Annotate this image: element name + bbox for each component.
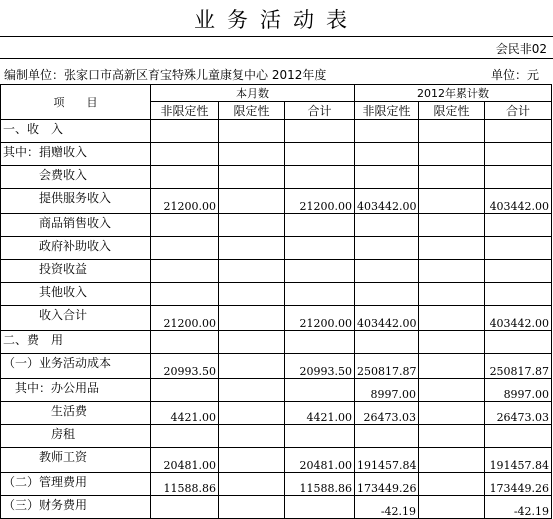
amount-cell: 8997.00 [355, 379, 419, 402]
row-label: 收入合计 [1, 306, 151, 331]
amount-cell [419, 448, 485, 473]
amount-cell [285, 237, 355, 260]
amount-cell [485, 166, 552, 189]
row-label: 房租 [1, 425, 151, 448]
sub-header: 限定性 [219, 102, 285, 120]
amount-cell [419, 496, 485, 519]
amount-cell [355, 331, 419, 354]
amount-cell: 21200.00 [151, 306, 219, 331]
amount-cell [219, 237, 285, 260]
amount-cell: 403442.00 [485, 189, 552, 214]
table-row [1, 448, 552, 473]
row-label: 一、收 入 [1, 120, 151, 143]
amount-cell: 191457.84 [355, 448, 419, 473]
amount-cell [419, 237, 485, 260]
amount-cell [485, 143, 552, 166]
table-row [1, 496, 552, 519]
amount-cell [285, 425, 355, 448]
amount-cell [219, 306, 285, 331]
item-header: 项 目 [1, 85, 151, 120]
amount-cell [219, 189, 285, 214]
amount-cell [219, 143, 285, 166]
amount-cell [485, 214, 552, 237]
row-label: 商品销售收入 [1, 214, 151, 237]
amount-cell [419, 331, 485, 354]
amount-cell [219, 379, 285, 402]
table-row [1, 120, 552, 143]
amount-cell [419, 143, 485, 166]
amount-cell [355, 120, 419, 143]
row-label: 教师工资 [1, 448, 151, 473]
current-month-header: 本月数 [151, 85, 355, 102]
ytd-header: 2012年累计数 [355, 85, 552, 102]
amount-cell [151, 283, 219, 306]
amount-cell: 250817.87 [355, 354, 419, 379]
row-label: 二、费 用 [1, 331, 151, 354]
amount-cell [485, 283, 552, 306]
amount-cell [419, 120, 485, 143]
amount-cell: 21200.00 [285, 189, 355, 214]
title-divider [0, 36, 553, 37]
amount-cell [219, 120, 285, 143]
table-row [1, 331, 552, 354]
amount-cell: 21200.00 [285, 306, 355, 331]
amount-cell [355, 425, 419, 448]
table-row [1, 473, 552, 496]
row-label: （一）业务活动成本 [1, 354, 151, 379]
amount-cell [419, 379, 485, 402]
amount-cell [355, 237, 419, 260]
amount-cell [219, 473, 285, 496]
amount-cell [419, 283, 485, 306]
table-row [1, 354, 552, 379]
table-row [1, 306, 552, 331]
amount-cell [219, 402, 285, 425]
sub-header: 非限定性 [151, 102, 219, 120]
amount-cell: 4421.00 [151, 402, 219, 425]
amount-cell: 20481.00 [151, 448, 219, 473]
amount-cell [219, 166, 285, 189]
amount-cell: 20993.50 [151, 354, 219, 379]
amount-cell: -42.19 [485, 496, 552, 519]
table-row [1, 166, 552, 189]
amount-cell [151, 260, 219, 283]
row-label: 投资收益 [1, 260, 151, 283]
amount-cell [355, 143, 419, 166]
amount-cell [151, 237, 219, 260]
row-label: 会费收入 [1, 166, 151, 189]
activity-table [0, 84, 552, 519]
amount-cell [485, 237, 552, 260]
amount-cell: 20993.50 [285, 354, 355, 379]
table-row [1, 283, 552, 306]
amount-cell [151, 166, 219, 189]
amount-cell: 250817.87 [485, 354, 552, 379]
amount-cell [151, 120, 219, 143]
amount-cell [285, 283, 355, 306]
amount-cell [355, 260, 419, 283]
amount-cell: 403442.00 [355, 306, 419, 331]
sub-header: 限定性 [419, 102, 485, 120]
amount-cell [485, 260, 552, 283]
amount-cell [151, 425, 219, 448]
amount-cell [151, 214, 219, 237]
amount-cell: 191457.84 [485, 448, 552, 473]
amount-cell [219, 283, 285, 306]
amount-cell [285, 260, 355, 283]
amount-cell: 26473.03 [485, 402, 552, 425]
row-label: 其中：捐赠收入 [1, 143, 151, 166]
amount-cell: 403442.00 [485, 306, 552, 331]
amount-cell: 11588.86 [151, 473, 219, 496]
amount-cell: -42.19 [355, 496, 419, 519]
table-row [1, 214, 552, 237]
header-row-1 [1, 85, 552, 102]
amount-cell [485, 331, 552, 354]
row-label: 生活费 [1, 402, 151, 425]
amount-cell [151, 379, 219, 402]
amount-cell [419, 425, 485, 448]
amount-cell [419, 166, 485, 189]
amount-cell [219, 260, 285, 283]
row-label: 提供服务收入 [1, 189, 151, 214]
amount-cell [285, 496, 355, 519]
amount-cell [219, 214, 285, 237]
table-row [1, 237, 552, 260]
sub-header: 合计 [485, 102, 552, 120]
amount-cell: 173449.26 [485, 473, 552, 496]
amount-cell [419, 214, 485, 237]
row-label: 其他收入 [1, 283, 151, 306]
amount-cell [285, 166, 355, 189]
code-divider [0, 58, 553, 59]
amount-cell [285, 214, 355, 237]
row-label: （二）管理费用 [1, 473, 151, 496]
amount-cell: 26473.03 [355, 402, 419, 425]
amount-cell [285, 143, 355, 166]
amount-cell [355, 214, 419, 237]
table-row [1, 143, 552, 166]
amount-cell [419, 354, 485, 379]
amount-cell [151, 331, 219, 354]
amount-cell [285, 331, 355, 354]
amount-cell [151, 496, 219, 519]
amount-cell: 4421.00 [285, 402, 355, 425]
amount-cell [485, 425, 552, 448]
amount-cell [219, 425, 285, 448]
amount-cell: 21200.00 [151, 189, 219, 214]
amount-cell [219, 331, 285, 354]
row-label: 其中：办公用品 [1, 379, 151, 402]
amount-cell [285, 120, 355, 143]
sub-header: 非限定性 [355, 102, 419, 120]
form-code: 会民非02 [495, 42, 547, 56]
amount-cell [355, 283, 419, 306]
amount-cell [419, 260, 485, 283]
amount-cell [355, 166, 419, 189]
table-row [1, 260, 552, 283]
amount-cell [285, 379, 355, 402]
amount-cell [419, 402, 485, 425]
amount-cell [419, 189, 485, 214]
amount-cell: 8997.00 [485, 379, 552, 402]
amount-cell [419, 473, 485, 496]
table-row [1, 402, 552, 425]
amount-cell [219, 496, 285, 519]
row-label: 政府补助收入 [1, 237, 151, 260]
amount-cell: 403442.00 [355, 189, 419, 214]
reporting-unit: 编制单位：张家口市高新区育宝特殊儿童康复中心 2012年度 [4, 68, 327, 82]
amount-cell [219, 354, 285, 379]
row-label: （三）财务费用 [1, 496, 151, 519]
amount-cell: 20481.00 [285, 448, 355, 473]
amount-cell [485, 120, 552, 143]
amount-cell: 11588.86 [285, 473, 355, 496]
currency-unit: 单位：元 [490, 68, 539, 82]
sub-header: 合计 [285, 102, 355, 120]
report-title: 业务活动表 [194, 8, 359, 32]
table-row [1, 189, 552, 214]
table-row [1, 425, 552, 448]
amount-cell [151, 143, 219, 166]
amount-cell: 173449.26 [355, 473, 419, 496]
amount-cell [219, 448, 285, 473]
table-row [1, 379, 552, 402]
amount-cell [419, 306, 485, 331]
